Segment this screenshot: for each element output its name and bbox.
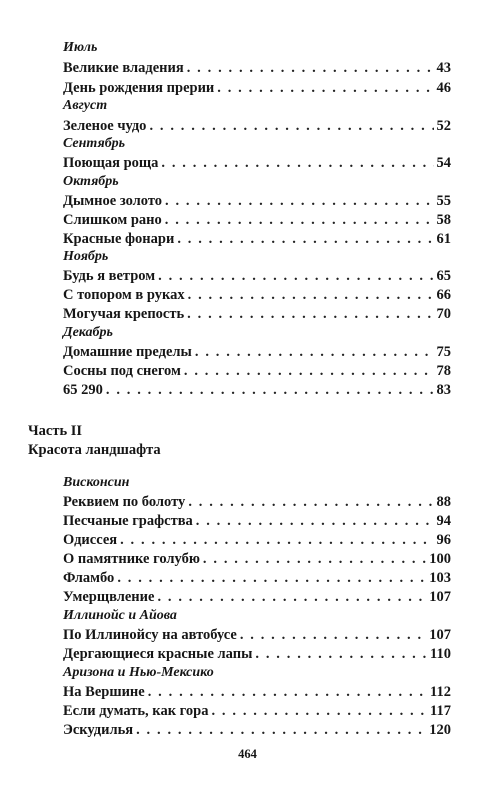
entry-page-number: 66	[436, 287, 451, 303]
entry-page-number: 83	[436, 382, 451, 398]
entry-page-number: 120	[429, 722, 451, 738]
dot-leader	[158, 266, 433, 286]
toc-entry[interactable]	[63, 380, 451, 400]
toc-entry[interactable]	[63, 153, 451, 173]
toc-section-heading: Аризона и Нью-Мексико	[63, 665, 214, 680]
dot-leader	[148, 682, 427, 702]
dot-leader	[203, 549, 426, 569]
entry-title: Слишком рано	[63, 212, 162, 228]
part-label: Часть II	[28, 423, 83, 439]
dot-leader	[188, 492, 433, 512]
toc-entry[interactable]	[63, 625, 451, 645]
entry-title: Поющая роща	[63, 155, 159, 171]
dot-leader	[177, 229, 433, 249]
dot-leader	[217, 78, 433, 98]
dot-leader	[211, 701, 427, 721]
entry-page-number: 61	[436, 231, 451, 247]
toc-entry[interactable]	[63, 530, 451, 550]
toc-section-heading: Июль	[63, 40, 98, 55]
toc-section-heading: Октябрь	[63, 174, 119, 189]
dot-leader	[184, 361, 434, 381]
entry-page-number: 65	[436, 268, 451, 284]
dot-leader	[188, 285, 434, 305]
entry-title: Домашние пределы	[63, 344, 192, 360]
entry-page-number: 107	[429, 627, 451, 643]
toc-entry[interactable]	[63, 361, 451, 381]
entry-page-number: 110	[430, 646, 451, 662]
entry-title: Реквием по болоту	[63, 494, 186, 510]
page-number: 464	[238, 747, 257, 761]
dot-leader	[195, 342, 434, 362]
toc-entry[interactable]	[63, 701, 451, 721]
entry-title: Одиссея	[63, 532, 118, 548]
toc-entry[interactable]	[63, 266, 451, 286]
entry-page-number: 70	[436, 306, 451, 322]
entry-title: Могучая крепость	[63, 306, 185, 322]
toc-entry[interactable]	[63, 116, 451, 136]
dot-leader	[187, 58, 434, 78]
toc-section-heading: Август	[63, 98, 108, 113]
toc-section-heading: Ноябрь	[63, 249, 109, 264]
entry-page-number: 43	[436, 60, 451, 76]
entry-title: Сосны под снегом	[63, 363, 181, 379]
dot-leader	[120, 530, 433, 550]
dot-leader	[149, 116, 433, 136]
toc-entry[interactable]	[63, 210, 451, 230]
entry-title: Песчаные графства	[63, 513, 193, 529]
toc-entry[interactable]	[63, 568, 451, 588]
entry-page-number: 88	[436, 494, 451, 510]
entry-page-number: 117	[430, 703, 451, 719]
entry-title: С топором в руках	[63, 287, 185, 303]
toc-entry[interactable]	[63, 285, 451, 305]
dot-leader	[165, 210, 434, 230]
toc-entry[interactable]	[63, 644, 451, 664]
entry-page-number: 107	[429, 589, 451, 605]
toc-entry[interactable]	[63, 191, 451, 211]
entry-title: День рождения прерии	[63, 80, 215, 96]
dot-leader	[240, 625, 426, 645]
entry-title: Фламбо	[63, 570, 115, 586]
entry-page-number: 78	[436, 363, 451, 379]
entry-title: На Вершине	[63, 684, 145, 700]
dot-leader	[165, 191, 433, 211]
dot-leader	[117, 568, 426, 588]
entry-page-number: 58	[436, 212, 451, 228]
dot-leader	[136, 720, 426, 740]
entry-title: Дымное золото	[63, 193, 163, 209]
entry-page-number: 55	[436, 193, 451, 209]
dot-leader	[255, 644, 427, 664]
toc-entry[interactable]	[63, 587, 451, 607]
entry-page-number: 100	[429, 551, 451, 567]
entry-title: Если думать, как гора	[63, 703, 209, 719]
dot-leader	[187, 304, 433, 324]
dot-leader	[196, 511, 434, 531]
entry-page-number: 94	[436, 513, 451, 529]
toc-entry[interactable]	[63, 78, 451, 98]
entry-title: Великие владения	[63, 60, 184, 76]
part-title: Красота ландшафта	[28, 442, 161, 458]
toc-entry[interactable]	[63, 304, 451, 324]
toc-section-heading: Сентябрь	[63, 136, 126, 151]
entry-page-number: 75	[436, 344, 451, 360]
toc-section-heading: Декабрь	[63, 325, 113, 340]
dot-leader	[157, 587, 426, 607]
entry-title: Зеленое чудо	[63, 118, 147, 134]
toc-entry[interactable]	[63, 682, 451, 702]
entry-title: Дергающиеся красные лапы	[63, 646, 253, 662]
entry-title: Красные фонари	[63, 231, 175, 247]
entry-title: Умерщвление	[63, 589, 155, 605]
toc-entry[interactable]	[63, 492, 451, 512]
entry-page-number: 46	[436, 80, 451, 96]
entry-page-number: 96	[436, 532, 451, 548]
toc-entry[interactable]	[63, 511, 451, 531]
toc-entry[interactable]	[63, 342, 451, 362]
entry-title: О памятнике голубю	[63, 551, 200, 567]
entry-page-number: 54	[436, 155, 451, 171]
entry-title: По Иллинойсу на автобусе	[63, 627, 237, 643]
toc-entry[interactable]	[63, 229, 451, 249]
entry-title: 65 290	[63, 382, 103, 398]
toc-section-heading: Висконсин	[63, 475, 130, 490]
dot-leader	[106, 380, 434, 400]
toc-entry[interactable]	[63, 58, 451, 78]
entry-page-number: 112	[430, 684, 451, 700]
dot-leader	[161, 153, 433, 173]
toc-entry[interactable]	[63, 720, 451, 740]
entry-page-number: 52	[436, 118, 451, 134]
entry-title: Будь я ветром	[63, 268, 156, 284]
toc-section-heading: Иллинойс и Айова	[63, 608, 177, 623]
toc-entry[interactable]	[63, 549, 451, 569]
entry-title: Эскудилья	[63, 722, 134, 738]
entry-page-number: 103	[429, 570, 451, 586]
